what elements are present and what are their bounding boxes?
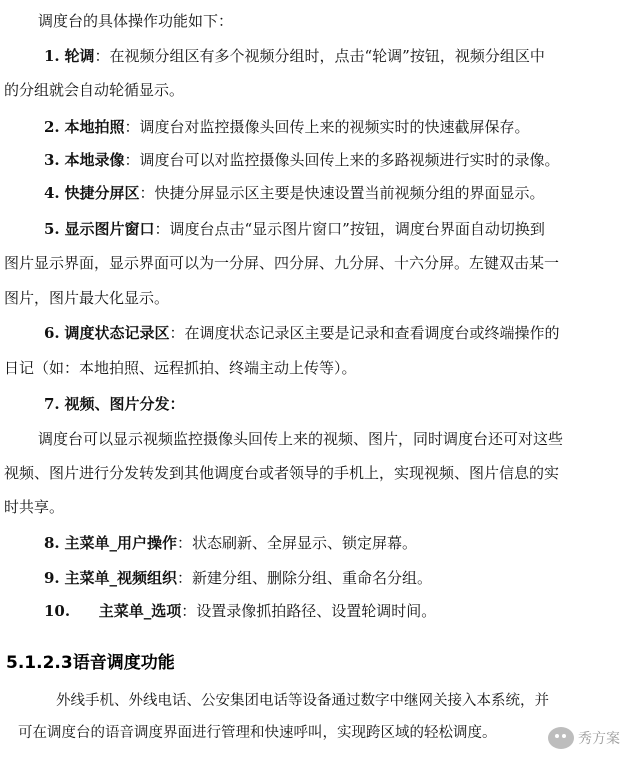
item-sep: ： bbox=[154, 220, 170, 238]
list-item-3 bbox=[0, 149, 640, 171]
item-title: 显示图片窗口 bbox=[64, 220, 155, 238]
item-sep: ： bbox=[139, 184, 155, 202]
list-item-2 bbox=[0, 116, 640, 138]
list-item-6-cont: 日记（如：本地拍照、远程抓拍、终端主动上传等）。 bbox=[4, 359, 357, 377]
item-sep: ： bbox=[176, 534, 192, 552]
item-number: 2. bbox=[44, 118, 60, 136]
item-text: 设置录像抓拍路径、设置轮调时间。 bbox=[196, 602, 437, 620]
item-title: 主菜单_用户操作 bbox=[64, 534, 177, 552]
item-number: 9. bbox=[44, 569, 60, 587]
item-title: 调度状态记录区 bbox=[64, 324, 170, 342]
list-item-5-cont-2: 图片，图片最大化显示。 bbox=[4, 289, 170, 307]
item-sep: ： bbox=[176, 569, 192, 587]
intro-text: 调度台的具体操作功能如下： bbox=[38, 12, 234, 30]
item-number: 5. bbox=[44, 220, 60, 238]
list-item-5-cont-1: 图片显示界面，显示界面可以为一分屏、四分屏、九分屏、十六分屏。左键双击某一 bbox=[4, 254, 560, 272]
item-number: 7. bbox=[44, 395, 60, 413]
item-text: 调度台可以对监控摄像头回传上来的多路视频进行实时的录像。 bbox=[139, 151, 560, 169]
item-7-para-3: 时共享。 bbox=[4, 498, 65, 516]
item-sep: ： bbox=[169, 395, 185, 413]
item-sep: ： bbox=[169, 324, 185, 342]
item-title: 本地拍照 bbox=[64, 118, 125, 136]
item-7-para-2: 视频、图片进行分发转发到其他调度台或者领导的手机上，实现视频、图片信息的实 bbox=[4, 464, 560, 482]
item-sep: ： bbox=[124, 118, 140, 136]
item-number: 1. bbox=[44, 47, 60, 65]
item-text: 新建分组、删除分组、重命名分组。 bbox=[191, 569, 432, 587]
item-number: 8. bbox=[44, 534, 60, 552]
item-title: 快捷分屏区 bbox=[64, 184, 140, 202]
item-sep: ： bbox=[94, 47, 110, 65]
list-item-4 bbox=[0, 182, 640, 204]
list-item-10 bbox=[0, 600, 640, 622]
section-para-1: 外线手机、外线电话、公安集团电话等设备通过数字中继网关接入本系统，并 bbox=[56, 693, 549, 709]
item-text: 在调度状态记录区主要是记录和查看调度台或终端操作的 bbox=[184, 324, 560, 342]
item-sep: ： bbox=[181, 602, 197, 620]
list-item-8 bbox=[0, 532, 640, 554]
list-item-7 bbox=[0, 393, 640, 415]
item-text: 调度台对监控摄像头回传上来的视频实时的快速截屏保存。 bbox=[139, 118, 530, 136]
list-item-6 bbox=[0, 322, 640, 344]
item-number: 3. bbox=[44, 151, 60, 169]
list-item-5 bbox=[0, 218, 640, 240]
item-number: 10. bbox=[44, 602, 71, 620]
list-item-1-cont: 的分组就会自动轮循显示。 bbox=[4, 81, 185, 99]
section-heading: 5.1.2.3语音调度功能 bbox=[6, 653, 175, 673]
watermark-text: 秀方案 bbox=[578, 731, 620, 747]
item-title: 主菜单_视频组织 bbox=[64, 569, 177, 587]
item-number: 4. bbox=[44, 184, 60, 202]
item-number: 6. bbox=[44, 324, 60, 342]
section-para-2: 可在调度台的语音调度界面进行管理和快速呼叫，实现跨区域的轻松调度。 bbox=[18, 725, 497, 741]
item-title: 轮调 bbox=[64, 47, 95, 65]
item-sep: ： bbox=[124, 151, 140, 169]
item-text: 在视频分组区有多个视频分组时，点击“轮调”按钮，视频分组区中 bbox=[109, 47, 545, 65]
list-item-1 bbox=[0, 45, 640, 67]
item-title: 视频、图片分发 bbox=[64, 395, 170, 413]
watermark bbox=[548, 724, 634, 752]
list-item-9 bbox=[0, 567, 640, 589]
item-title: 本地录像 bbox=[64, 151, 125, 169]
item-text: 调度台点击“显示图片窗口”按钮，调度台界面自动切换到 bbox=[169, 220, 545, 238]
item-text: 快捷分屏显示区主要是快速设置当前视频分组的界面显示。 bbox=[154, 184, 545, 202]
wechat-logo-icon bbox=[548, 727, 574, 749]
item-text: 状态刷新、全屏显示、锁定屏幕。 bbox=[191, 534, 417, 552]
item-7-para-1: 调度台可以显示视频监控摄像头回传上来的视频、图片，同时调度台还可对这些 bbox=[38, 430, 564, 448]
item-title: 主菜单_选项 bbox=[98, 602, 182, 620]
